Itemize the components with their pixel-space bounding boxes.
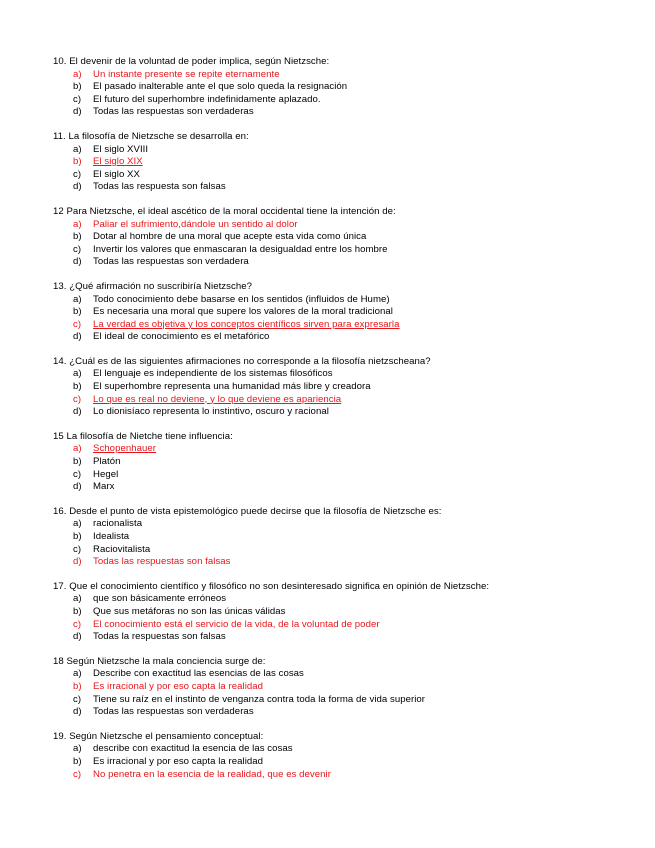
option-text: racionalista: [93, 518, 143, 530]
option-text: que son básicamente erróneos: [93, 593, 227, 605]
option-text: Es irracional y por eso capta la realidad: [93, 755, 264, 767]
answer-option: [53, 456, 643, 469]
option-text: Schopenhauer: [93, 443, 157, 455]
answer-option: [53, 94, 643, 107]
question-stem: 10. El devenir de la voluntad de poder implica, según Nietzsche:: [53, 56, 330, 67]
answer-option: [53, 406, 643, 419]
answer-option: [53, 706, 643, 719]
option-letter: c): [73, 243, 82, 255]
question-stem: 13. ¿Qué afirmación no suscribiría Nietzsche?: [53, 280, 253, 292]
question: [53, 131, 643, 194]
question-stem: 12 Para Nietzsche, el ideal ascético de la moral occidental tiene la intención de:: [53, 205, 396, 217]
option-letter: d): [73, 256, 82, 268]
option-letter: c): [73, 468, 82, 480]
option-letter: b): [73, 156, 82, 168]
option-text: Platón: [93, 456, 121, 468]
answer-option: [53, 231, 643, 244]
option-letter: c): [73, 93, 82, 105]
question: [53, 356, 643, 419]
question: [53, 206, 643, 269]
answer-option-highlighted: [53, 156, 643, 169]
option-letter: c): [73, 393, 82, 405]
option-text: Todas las respuestas son verdadera: [93, 256, 249, 268]
option-letter: a): [73, 368, 82, 380]
option-letter: b): [73, 680, 82, 692]
option-letter: a): [73, 668, 82, 680]
answer-option: [53, 518, 643, 531]
question: [53, 656, 643, 719]
option-text: El conocimiento está el servicio de la vida, de la voluntad de poder: [93, 618, 380, 630]
option-text: Idealista: [93, 531, 130, 542]
answer-option: [53, 106, 643, 119]
answer-option: [53, 743, 643, 756]
option-letter: c): [73, 168, 82, 180]
option-text: No penetra en la esencia de la realidad, que es devenir: [93, 768, 331, 780]
answer-option: [53, 331, 643, 344]
answer-option-highlighted: [53, 394, 643, 407]
answer-option-highlighted: [53, 219, 643, 232]
option-text: Describe con exactitud las esencias de las cosas: [93, 668, 304, 680]
question-stem: 15 La filosofía de Nietche tiene influencia:: [53, 430, 233, 442]
option-letter: a): [73, 293, 82, 305]
option-letter: a): [73, 443, 82, 455]
answer-option: [53, 593, 643, 606]
answer-option: [53, 544, 643, 557]
option-list: [53, 518, 643, 568]
option-text: Todas las respuesta son falsas: [93, 181, 226, 193]
answer-option-highlighted: [53, 319, 643, 332]
option-letter: b): [73, 605, 82, 617]
question: [53, 731, 643, 781]
option-letter: d): [73, 631, 82, 643]
option-text: Que sus metáforas no son las únicas válidas: [93, 605, 286, 617]
answer-option: [53, 694, 643, 707]
option-text: Tiene su raíz en el instinto de venganza contra toda la forma de vida superior: [93, 693, 426, 705]
option-text: Lo que es real no deviene, y lo que deviene es apariencia: [93, 393, 342, 405]
answer-option-highlighted: [53, 769, 643, 782]
question: [53, 56, 643, 119]
option-letter: a): [73, 143, 82, 155]
option-letter: b): [73, 531, 82, 542]
option-text: Raciovitalista: [93, 543, 151, 555]
question-stem: 17. Que el conocimiento científico y filosófico no son desinteresado significa en opinión de Nietzsche:: [53, 580, 490, 592]
question-stem: 19. Según Nietzsche el pensamiento conceptual:: [53, 730, 264, 742]
option-text: Todas la respuestas son falsas: [93, 631, 226, 643]
answer-option: [53, 368, 643, 381]
answer-option: [53, 81, 643, 94]
option-letter: b): [73, 381, 82, 393]
option-letter: a): [73, 743, 82, 755]
question-list: [53, 56, 643, 793]
option-letter: d): [73, 106, 82, 118]
answer-option: [53, 381, 643, 394]
option-list: [53, 294, 643, 344]
answer-option: [53, 668, 643, 681]
option-text: Todas las respuestas son falsas: [93, 556, 231, 568]
question: [53, 431, 643, 494]
option-list: [53, 368, 643, 418]
option-letter: c): [73, 768, 82, 780]
answer-option: [53, 306, 643, 319]
answer-option-highlighted: [53, 69, 643, 82]
option-letter: c): [73, 693, 82, 705]
option-text: Es irracional y por eso capta la realidad: [93, 680, 264, 692]
option-text: El siglo XIX: [93, 156, 143, 168]
answer-option: [53, 469, 643, 482]
answer-option-highlighted: [53, 681, 643, 694]
answer-option-highlighted: [53, 443, 643, 456]
question-stem: 18 Según Nietzsche la mala conciencia surge de:: [53, 655, 266, 667]
answer-option: [53, 631, 643, 644]
answer-option: [53, 256, 643, 269]
option-letter: c): [73, 318, 82, 330]
option-list: [53, 69, 643, 119]
option-letter: c): [73, 543, 82, 555]
option-list: [53, 668, 643, 718]
option-letter: a): [73, 518, 82, 530]
answer-option: [53, 294, 643, 307]
answer-option: [53, 144, 643, 157]
option-list: [53, 219, 643, 269]
question: [53, 506, 643, 569]
option-text: describe con exactitud la esencia de las cosas: [93, 743, 293, 755]
question: [53, 281, 643, 344]
option-letter: c): [73, 618, 82, 630]
question: [53, 581, 643, 644]
answer-option-highlighted: [53, 619, 643, 632]
option-text: El siglo XVIII: [93, 143, 149, 155]
option-letter: a): [73, 68, 82, 80]
option-letter: b): [73, 456, 82, 468]
option-letter: a): [73, 218, 82, 230]
option-text: El futuro del superhombre indefinidamente aplazado.: [93, 93, 321, 105]
option-text: Lo dionisíaco representa lo instintivo, oscuro y racional: [93, 406, 329, 418]
answer-option: [53, 244, 643, 257]
question-stem: 16. Desde el punto de vista epistemológico puede decirse que la filosofía de Nietzsche es:: [53, 505, 442, 517]
option-letter: a): [73, 593, 82, 605]
option-list: [53, 743, 643, 781]
option-text: Un instante presente se repite eternamente: [93, 68, 280, 80]
option-letter: b): [73, 306, 82, 318]
option-text: Es necesaria una moral que supere los valores de la moral tradicional: [93, 306, 393, 318]
option-letter: d): [73, 406, 82, 418]
option-letter: b): [73, 231, 82, 243]
option-text: Todas las respuestas son verdaderas: [93, 706, 254, 718]
option-text: Todo conocimiento debe basarse en los sentidos (influidos de Hume): [93, 293, 390, 305]
answer-option: [53, 481, 643, 494]
question-stem: 11. La filosofía de Nietzsche se desarrolla en:: [53, 130, 249, 142]
option-text: Invertir los valores que enmascaran la desigualdad entre los hombre: [93, 243, 388, 255]
option-text: Marx: [93, 481, 115, 493]
option-text: El superhombre representa una humanidad más libre y creadora: [93, 381, 371, 393]
answer-option: [53, 756, 643, 769]
option-letter: d): [73, 556, 82, 568]
answer-option: [53, 531, 643, 544]
option-text: Paliar el sufrimiento,dándole un sentido al dolor: [93, 218, 298, 230]
option-text: Todas las respuestas son verdaderas: [93, 106, 254, 118]
answer-option-highlighted: [53, 556, 643, 569]
option-text: Hegel: [93, 468, 119, 480]
option-letter: b): [73, 81, 82, 93]
option-list: [53, 443, 643, 493]
option-text: El ideal de conocimiento es el metafórico: [93, 331, 270, 343]
option-list: [53, 593, 643, 643]
answer-option: [53, 606, 643, 619]
option-list: [53, 144, 643, 194]
question-stem: 14. ¿Cuál es de las siguientes afirmaciones no corresponde a la filosofía nietzscheana?: [53, 355, 431, 367]
answer-option: [53, 169, 643, 182]
option-letter: d): [73, 331, 82, 343]
option-letter: d): [73, 181, 82, 193]
option-text: Dotar al hombre de una moral que acepte esta vida como única: [93, 231, 367, 243]
option-text: La verdad es objetiva y los conceptos científicos sirven para expresarla: [93, 318, 400, 330]
answer-option: [53, 181, 643, 194]
option-text: El lenguaje es independiente de los sistemas filosóficos: [93, 368, 333, 380]
option-letter: b): [73, 755, 82, 767]
option-text: El pasado inalterable ante el que solo queda la resignación: [93, 81, 348, 93]
option-text: El siglo XX: [93, 168, 140, 180]
option-letter: d): [73, 481, 82, 493]
option-letter: d): [73, 706, 82, 718]
